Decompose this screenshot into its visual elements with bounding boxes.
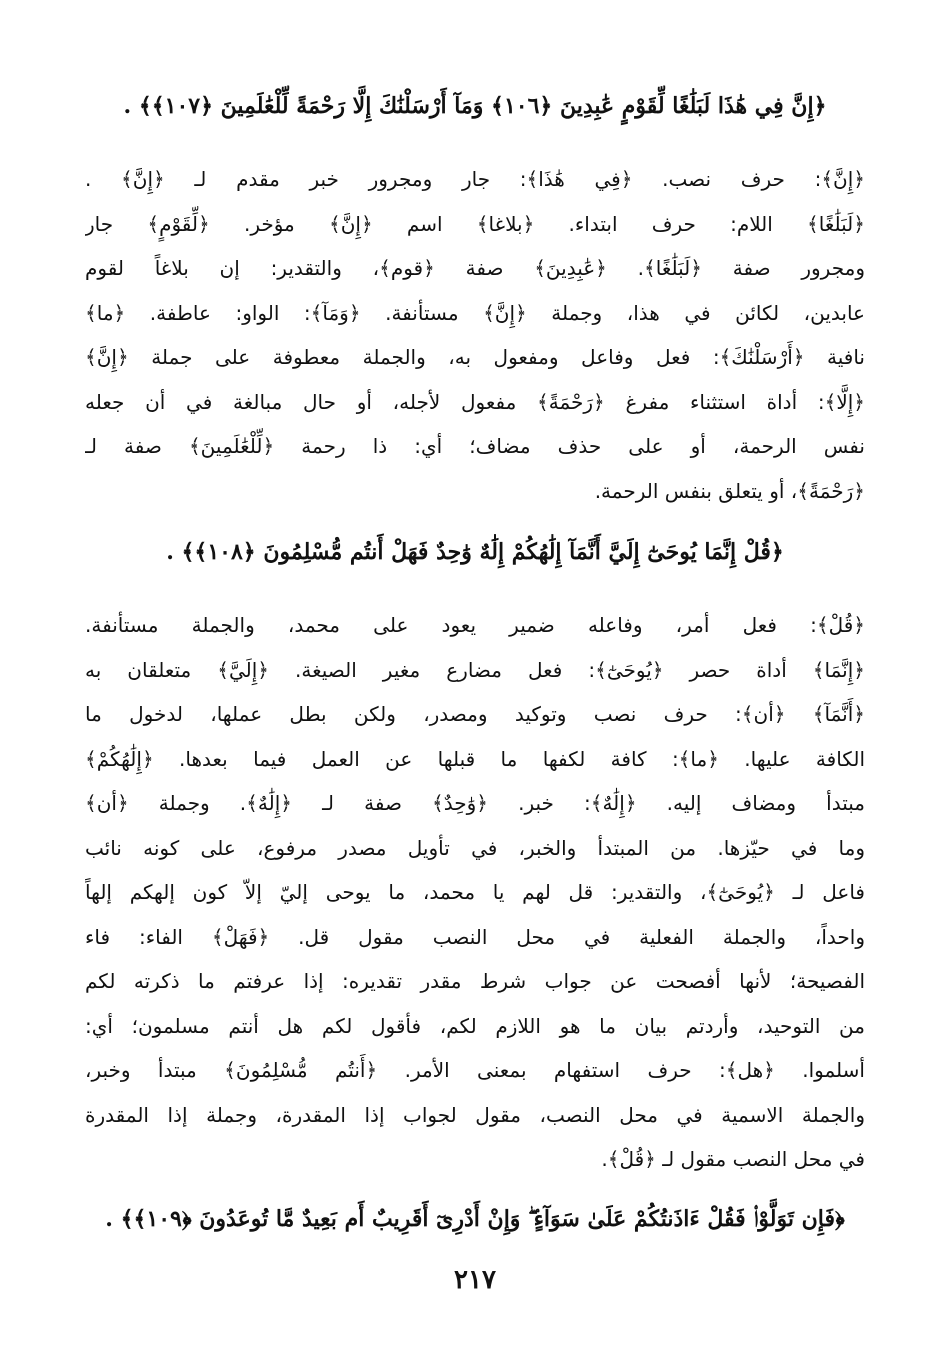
- text-line: ﴿أَنَّمَآ﴾ ﴿أن﴾: حرف نصب وتوكيد ومصدر، ولكن بطل عملها، لدخول ما: [85, 702, 865, 726]
- text-line: ومجرور صفة ﴿لَبَلَٰغًا﴾. ﴿عَٰبِدِينَ﴾ صفة ﴿قوم﴾، والتقدير: إن بلاغاً لقوم: [85, 256, 865, 280]
- text-line: نفس الرحمة، أو على حذف مضاف؛ أي: ذا رحمة ﴿لِّلْعَٰلَمِينَ﴾ صفة لـ: [85, 434, 865, 458]
- text-line: واحداً، والجملة الفعلية في محل النصب مقول قل. ﴿فَهَلْ﴾ الفاء: فاء: [85, 924, 865, 949]
- text-line: ﴿إِنَّمَا﴾ أداة حصر ﴿يُوحَىٰٓ﴾: فعل مضارع مغير الصيغة. ﴿إِلَيَّ﴾ متعلقان به: [85, 657, 865, 682]
- text-line: من التوحيد، وأردتم بيان ما هو اللازم لكم، فأقول لكم هل أنتم مسلمون؛ أي:: [85, 1013, 865, 1038]
- verse-heading: ﴿فَإِن تَوَلَّوْا۟ فَقُلْ ءَاذَنتُكُمْ عَلَىٰ سَوَآءٍ ۖ وَإِنْ أَدْرِىٓ أَقَرِيبٌ أَم بَعِيدٌ مَّا تُوعَدُونَ ﴿١٠٩﴾﴾ .: [105, 1206, 845, 1232]
- text-line: فاعل لـ ﴿يُوحَىٰٓ﴾، والتقدير: قل لهم يا محمد، ما يوحى إليّ إلاّ كون إلهكم إلهاً: [85, 880, 865, 904]
- verse-heading: ﴿إِنَّ فِي هَٰذَا لَبَلَٰغًا لِّقَوْمٍ عَٰبِدِينَ ﴿١٠٦﴾ وَمَآ أَرْسَلْنَٰكَ إِلَّا رَحْمَةً لِّلْعَٰلَمِينَ ﴿١٠٧﴾﴾ .: [123, 93, 827, 119]
- page: [85, 0, 865, 1365]
- text-line: الفصيحة؛ لأنها أفصحت عن جواب شرط مقدر تقديره: إذا عرفتم ما ذكرته لكم: [85, 969, 865, 993]
- text-line: ﴿إِنَّ﴾: حرف نصب. ﴿فِي هَٰذَا﴾: جار ومجرور خبر مقدم لـ ﴿إِنَّ﴾ .: [85, 167, 865, 191]
- text-line: وما في حيّزها. من المبتدأ والخبر، في تأويل مصدر مرفوع، على كونه نائب: [85, 835, 865, 860]
- text-line: مبتدأ ومضاف إليه. ﴿إِلَٰهٌ﴾: خبر. ﴿وَٰحِدٌ﴾ صفة لـ ﴿إِلَٰهٌ﴾. وجملة ﴿أن﴾: [85, 791, 865, 815]
- verse-heading: ﴿قُلْ إِنَّمَا يُوحَىٰٓ إِلَيَّ أَنَّمَآ إِلَٰهُكُمْ إِلَٰهٌ وَٰحِدٌ فَهَلْ أَنتُم مُّسْلِمُونَ ﴿١٠٨﴾﴾ .: [166, 539, 784, 565]
- text-line: والجملة الاسمية في محل النصب، مقول لجواب إذا المقدرة، وجملة إذا المقدرة: [85, 1102, 865, 1127]
- text-line: أسلموا. ﴿هل﴾: حرف استفهام بمعنى الأمر. ﴿أَنتُم مُّسْلِمُونَ﴾ مبتدأ وخبر،: [85, 1058, 865, 1082]
- text-line: نافية ﴿أَرْسَلْنَٰكَ﴾: فعل وفاعل ومفعول به، والجملة معطوفة على جملة ﴿إِنَّ﴾: [85, 345, 865, 369]
- text-line: عابدين، لكائن في هذا، وجملة ﴿إِنَّ﴾ مستأنفة. ﴿وَمَآ﴾: الواو: عاطفة. ﴿ما﴾: [85, 300, 865, 325]
- text-line: ﴿قُلْ﴾: فعل أمر، وفاعله ضمير يعود على محمد، والجملة مستأنفة.: [85, 613, 865, 637]
- page-number: ٢١٧: [454, 1265, 496, 1295]
- text-line: في محل النصب مقول لـ ﴿قُلْ﴾.: [601, 1147, 865, 1171]
- grammar-paragraph: [85, 157, 865, 513]
- text-line: ﴿لَبَلَٰغًا﴾ اللام: حرف ابتداء. ﴿بلاغا﴾ اسم ﴿إِنَّ﴾ مؤخر. ﴿لِّقَوْمٍ﴾ جار: [85, 211, 865, 236]
- grammar-paragraph: [85, 603, 865, 1182]
- text-line: الكافة عليها. ﴿ما﴾: كافة لكفها ما قبلها عن العمل فيما بعدها. ﴿إِلَٰهُكُمْ﴾: [85, 746, 865, 771]
- text-line: ﴿إِلَّا﴾: أداة استثناء مفرغ ﴿رَحْمَةً﴾ مفعول لأجله، أو حال مبالغة في أن جعله: [85, 389, 865, 414]
- text-line: ﴿رَحْمَةً﴾، أو يتعلق بنفس الرحمة.: [594, 478, 865, 503]
